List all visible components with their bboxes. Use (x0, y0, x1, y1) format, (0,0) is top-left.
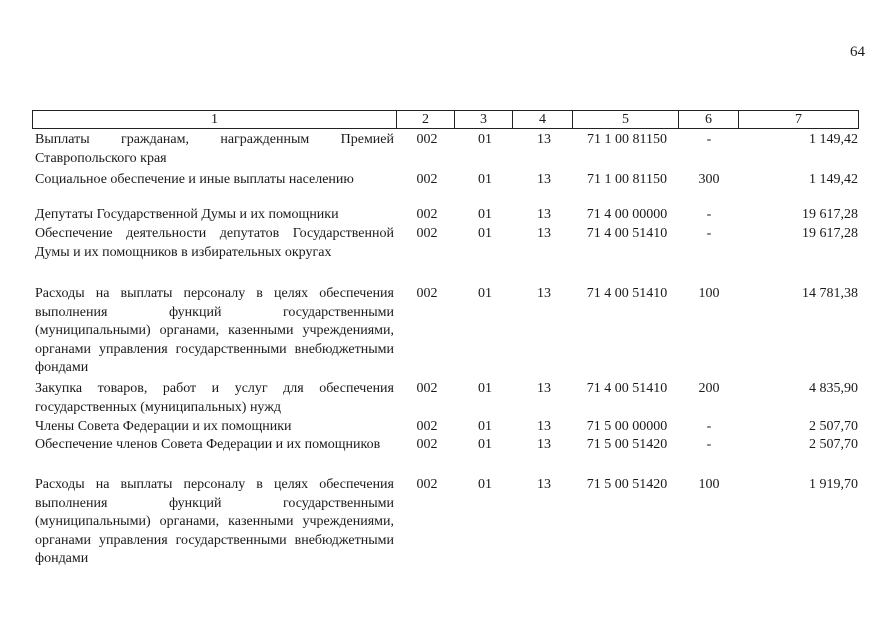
table-header (32, 110, 859, 129)
row-code-3: 01 (478, 419, 492, 434)
column-header-1: 1 (33, 111, 397, 129)
row-name: Расходы на выплаты персоналу в целях обеспечения выполнения функций государственными (муниципальными) органами, казенными учреждениями, органами управления государственными внебюджетными фондами (35, 286, 394, 375)
row-name: Выплаты гражданам, награжденным Премией Ставропольского края (35, 132, 394, 166)
row-code-4: 13 (537, 477, 551, 492)
column-header-3: 3 (455, 111, 513, 129)
row-code-4: 13 (537, 172, 551, 187)
row-name: Обеспечение деятельности депутатов Государственной Думы и их помощников в избирательных округах (35, 226, 394, 260)
row-code-5: 71 5 00 51420 (586, 477, 668, 492)
row-code-5: 71 1 00 81150 (587, 172, 667, 187)
column-header-5: 5 (573, 111, 679, 129)
row-code-3: 01 (478, 437, 492, 452)
row-code-4: 13 (537, 381, 551, 396)
row-name: Социальное обеспечение и иные выплаты населению (35, 172, 354, 187)
row-name: Расходы на выплаты персоналу в целях обеспечения выполнения функций государственными (муниципальными) органами, казенными учреждениями, органами управления государственными внебюджетными фондами (35, 477, 394, 566)
row-code-5: 71 4 00 51410 (586, 286, 668, 301)
column-header-2: 2 (397, 111, 455, 129)
row-code-2: 002 (416, 419, 438, 434)
row-code-4: 13 (537, 286, 551, 301)
row-amount: 1 919,70 (809, 477, 858, 492)
row-code-6: - (706, 419, 712, 434)
row-amount: 19 617,28 (802, 207, 858, 222)
row-name: Обеспечение членов Совета Федерации и их помощников (35, 437, 381, 452)
row-code-4: 13 (537, 437, 551, 452)
row-code-2: 002 (416, 132, 438, 147)
row-code-6: 100 (698, 477, 720, 492)
row-code-6: 100 (698, 286, 720, 301)
row-code-6: - (706, 226, 712, 241)
column-header-6: 6 (679, 111, 739, 129)
row-code-3: 01 (478, 381, 492, 396)
row-amount: 4 835,90 (809, 381, 858, 396)
row-code-6: - (706, 437, 712, 452)
row-code-6: 200 (698, 381, 720, 396)
row-code-2: 002 (416, 381, 438, 396)
row-code-6: - (706, 207, 712, 222)
row-code-2: 002 (416, 207, 438, 222)
row-code-5: 71 5 00 51420 (586, 437, 668, 452)
row-code-3: 01 (478, 132, 492, 147)
row-code-3: 01 (478, 172, 492, 187)
row-code-6: 300 (698, 172, 720, 187)
row-name: Депутаты Государственной Думы и их помощники (35, 207, 339, 222)
row-code-4: 13 (537, 207, 551, 222)
row-code-3: 01 (478, 477, 492, 492)
row-code-2: 002 (416, 286, 438, 301)
row-code-5: 71 4 00 51410 (586, 226, 668, 241)
row-code-2: 002 (416, 172, 438, 187)
row-code-3: 01 (478, 286, 492, 301)
row-amount: 19 617,28 (802, 226, 858, 241)
row-amount: 1 149,42 (809, 132, 858, 147)
row-code-5: 71 4 00 51410 (586, 381, 668, 396)
row-code-2: 002 (416, 226, 438, 241)
row-code-4: 13 (537, 132, 551, 147)
row-amount: 14 781,38 (802, 286, 858, 301)
row-code-4: 13 (537, 419, 551, 434)
row-code-4: 13 (537, 226, 551, 241)
row-amount: 2 507,70 (809, 437, 858, 452)
row-code-5: 71 4 00 00000 (586, 207, 668, 222)
row-amount: 2 507,70 (809, 419, 858, 434)
row-name: Члены Совета Федерации и их помощники (35, 419, 292, 434)
row-code-5: 71 5 00 00000 (586, 419, 668, 434)
row-name: Закупка товаров, работ и услуг для обеспечения государственных (муниципальных) нужд (35, 381, 394, 415)
row-code-2: 002 (416, 437, 438, 452)
column-header-4: 4 (513, 111, 573, 129)
row-code-6: - (706, 132, 712, 147)
row-code-2: 002 (416, 477, 438, 492)
page-number: 64 (850, 44, 865, 60)
row-code-3: 01 (478, 226, 492, 241)
row-amount: 1 149,42 (809, 172, 858, 187)
row-code-5: 71 1 00 81150 (587, 132, 667, 147)
row-code-3: 01 (478, 207, 492, 222)
column-header-7: 7 (739, 111, 859, 129)
